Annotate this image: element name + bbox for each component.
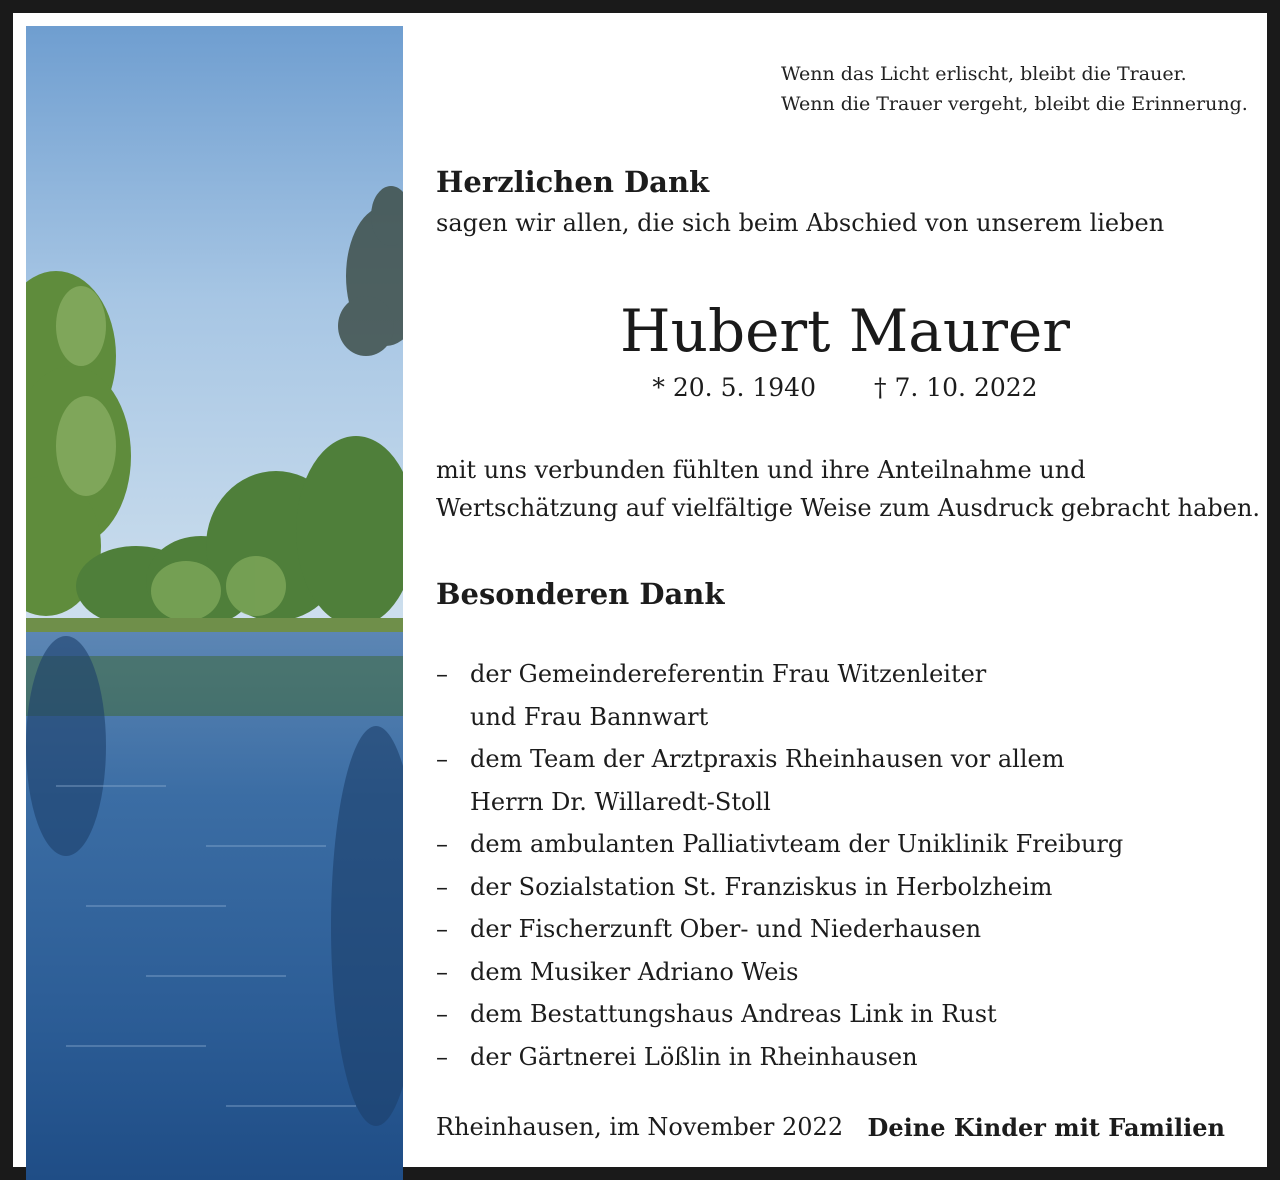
list-item-line: der Gemeindereferentin Frau Witzenleiter <box>470 660 987 688</box>
death-date: † 7. 10. 2022 <box>874 373 1038 402</box>
lake-photo <box>26 26 403 1180</box>
list-item <box>436 866 1266 909</box>
list-item-line: dem Bestattungshaus Andreas Link in Rust <box>470 1000 997 1028</box>
list-item <box>436 1036 1266 1079</box>
special-thanks-list <box>436 653 1266 1078</box>
thanks-body <box>436 451 1266 527</box>
list-item-line: der Gärtnerei Lößlin in Rheinhausen <box>470 1042 918 1071</box>
motto-line-1: Wenn das Licht erlischt, bleibt die Trauer. <box>781 63 1187 85</box>
motto-line-2: Wenn die Trauer vergeht, bleibt die Erinnerung. <box>781 93 1248 115</box>
thanks-intro: sagen wir allen, die sich beim Abschied von unserem lieben <box>436 209 1165 237</box>
lake-landscape-image <box>26 26 403 1180</box>
list-dash: – <box>436 1042 448 1071</box>
list-dash: – <box>436 660 448 688</box>
list-item-line: und Frau Bannwart <box>470 702 709 731</box>
motto <box>781 59 1261 119</box>
list-item <box>436 908 1266 951</box>
list-item <box>436 823 1266 866</box>
list-dash: – <box>436 872 448 901</box>
list-item <box>436 738 1266 823</box>
list-item-line: dem ambulanten Palliativteam der Uniklinik Freiburg <box>470 830 1124 858</box>
signature: Deine Kinder mit Familien <box>867 1113 1225 1142</box>
deceased-name: Hubert Maurer <box>620 297 1070 365</box>
list-dash: – <box>436 957 448 986</box>
birth-date: * 20. 5. 1940 <box>652 373 816 402</box>
list-dash: – <box>436 830 448 858</box>
life-dates <box>436 373 1254 402</box>
list-item-line: dem Team der Arztpraxis Rheinhausen vor allem <box>470 745 1065 773</box>
list-item <box>436 993 1266 1036</box>
thanks-body-line-2: Wertschätzung auf vielfältige Weise zum Ausdruck gebracht haben. <box>436 494 1261 522</box>
thanks-heading: Herzlichen Dank <box>436 165 710 199</box>
list-item-line: der Sozialstation St. Franziskus in Herbolzheim <box>470 872 1053 901</box>
list-item-line: der Fischerzunft Ober- und Niederhausen <box>470 915 982 943</box>
place-and-date: Rheinhausen, im November 2022 <box>436 1113 844 1141</box>
thanks-body-line-1: mit uns verbunden fühlten und ihre Anteilnahme und <box>436 456 1086 484</box>
list-dash: – <box>436 745 448 773</box>
list-item <box>436 951 1266 994</box>
list-item-line: Herrn Dr. Willaredt-Stoll <box>470 787 771 816</box>
list-dash: – <box>436 1000 448 1028</box>
list-item-line: dem Musiker Adriano Weis <box>470 957 799 986</box>
list-dash: – <box>436 915 448 943</box>
special-thanks-heading: Besonderen Dank <box>436 577 725 611</box>
list-item <box>436 653 1266 738</box>
